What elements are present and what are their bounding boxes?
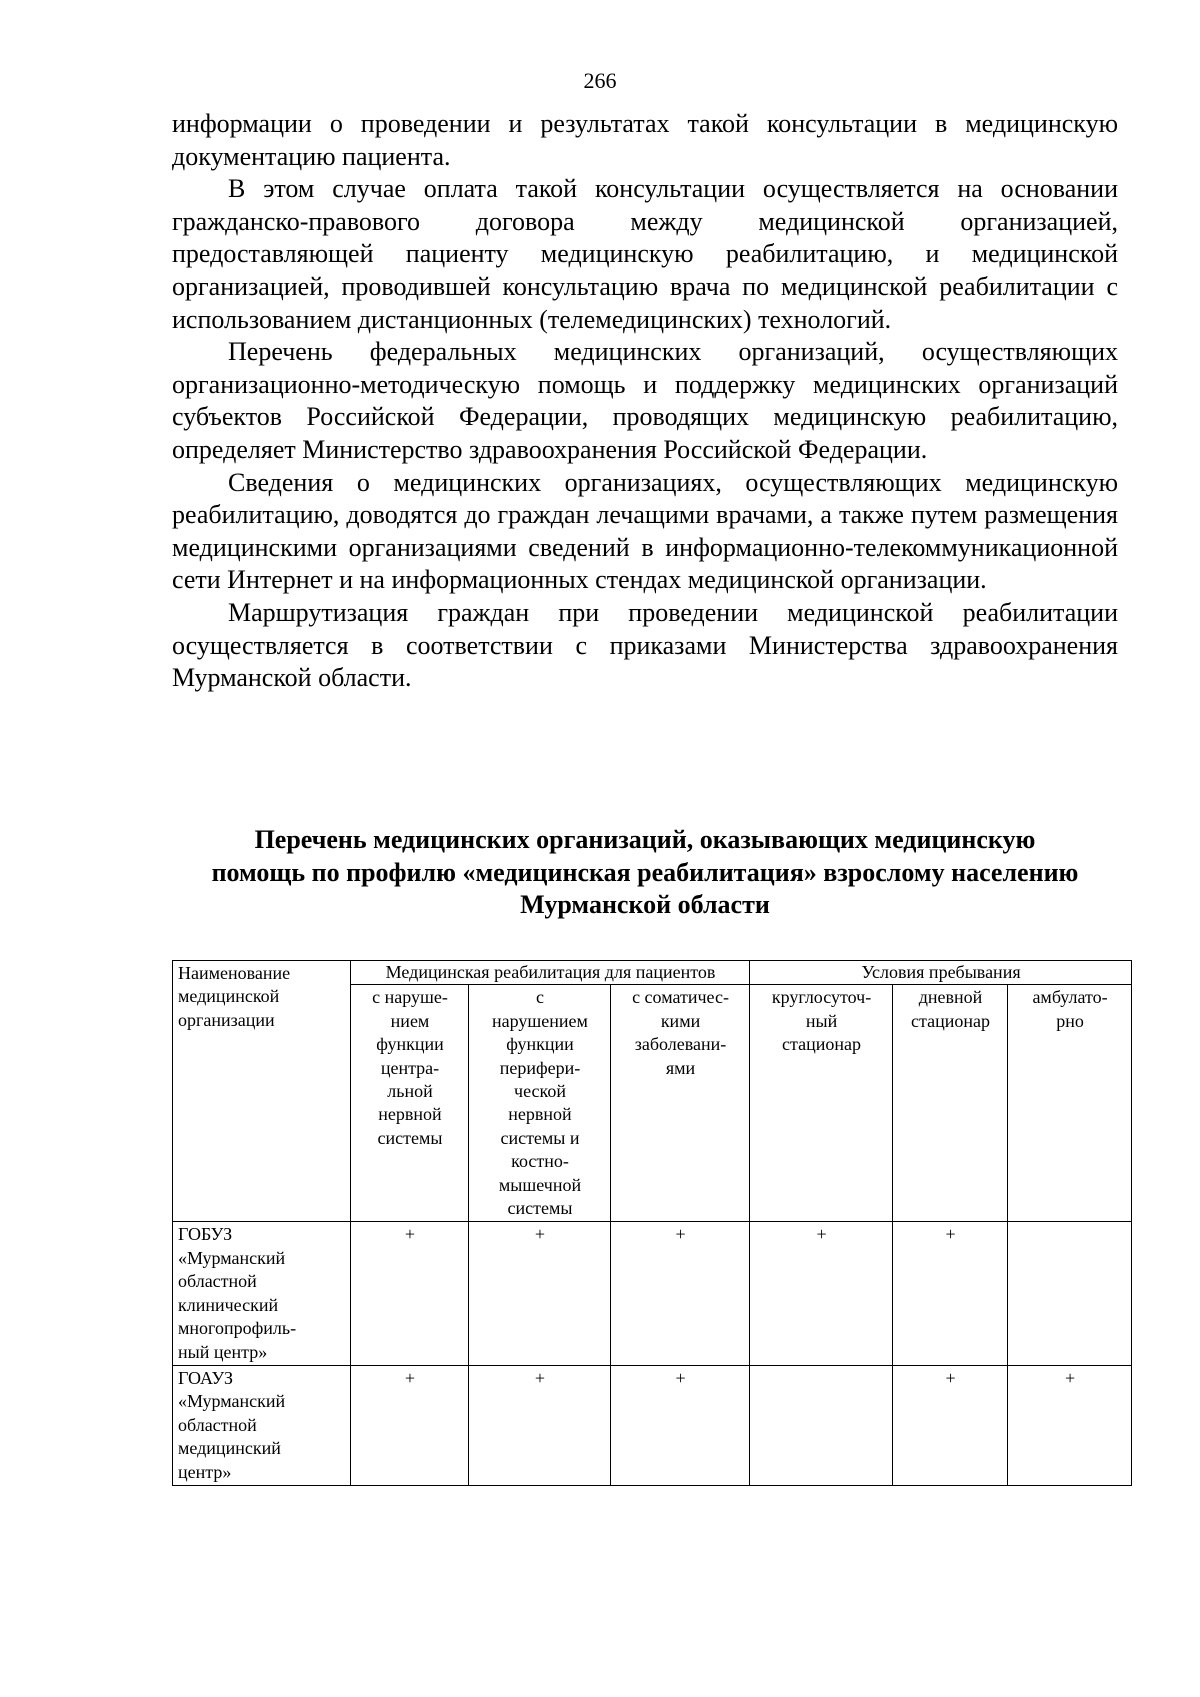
table-cell: + (351, 1222, 469, 1365)
title-line: помощь по профилю «медицинская реабилитация» взрослому населению (211, 857, 1079, 887)
table-title (172, 824, 1118, 922)
header-outpatient: амбулато- рно (1008, 985, 1132, 1222)
table-cell: + (1008, 1365, 1132, 1485)
table-cell: + (893, 1222, 1008, 1365)
table-row (173, 1365, 1132, 1485)
table-header-row (173, 961, 1132, 985)
paragraph: информации о проведении и результатах такой консультации в медицинскую документацию пациента. (172, 109, 1118, 171)
header-pns-musculoskeletal: с нарушением функции перифери- ческой нервной системы и костно- мышечной системы (469, 985, 611, 1222)
table-cell: + (611, 1365, 750, 1485)
table-cell: + (469, 1365, 611, 1485)
header-cns: с наруше- нием функции центра- льной нервной системы (351, 985, 469, 1222)
paragraph: Перечень федеральных медицинских организаций, осуществляющих организационно-методическую помощь и поддержку медицинских организаций субъектов Российской Федерации, проводящих медицинскую реабилитацию, определяет Министерство здравоохранения Российской Федерации. (172, 337, 1118, 464)
header-org-name: Наименование медицинской организации (173, 961, 351, 1222)
table-cell: + (893, 1365, 1008, 1485)
header-stay-group: Условия пребывания (750, 961, 1132, 985)
title-line: Мурманской области (520, 890, 770, 920)
header-rehab-group: Медицинская реабилитация для пациентов (351, 961, 750, 985)
header-day-hospital: дневной стационар (893, 985, 1008, 1222)
table-cell (1008, 1222, 1132, 1365)
paragraph: В этом случае оплата такой консультации осуществляется на основании гражданско-правового договора между медицинской организацией, предоставляющей пациенту медицинскую реабилитацию, и медицинской организацией, проводившей консультацию врача по медицинской реабилитации с использованием дистанционных (телемедицинских) технологий. (172, 174, 1118, 334)
table-cell: + (351, 1365, 469, 1485)
org-name: ГОАУЗ «Мурманский областной медицинский центр» (173, 1365, 351, 1485)
header-round-clock: круглосуточ- ный стационар (750, 985, 893, 1222)
paragraph: Маршрутизация граждан при проведении медицинской реабилитации осуществляется в соответствии с приказами Министерства здравоохранения Мурманской области. (172, 597, 1118, 693)
table-row (173, 1222, 1132, 1365)
table-cell: + (750, 1222, 893, 1365)
table-cell: + (611, 1222, 750, 1365)
title-line: Перечень медицинских организаций, оказывающих медицинскую (254, 825, 1036, 854)
page-number: 266 (583, 68, 617, 93)
paragraph: Сведения о медицинских организациях, осуществляющих медицинскую реабилитацию, доводятся до граждан лечащими врачами, а также путем размещения медицинскими организациями сведений в информационно-телекоммуникационной сети Интернет и на информационных стендах медицинской организации. (172, 467, 1118, 595)
table-cell (750, 1365, 893, 1485)
org-name: ГОБУЗ «Мурманский областной клинический многопрофиль- ный центр» (173, 1222, 351, 1365)
header-somatic: с соматичес- кими заболевани- ями (611, 985, 750, 1222)
table-cell: + (469, 1222, 611, 1365)
organizations-table (172, 960, 1132, 1486)
body-text (172, 108, 1118, 695)
